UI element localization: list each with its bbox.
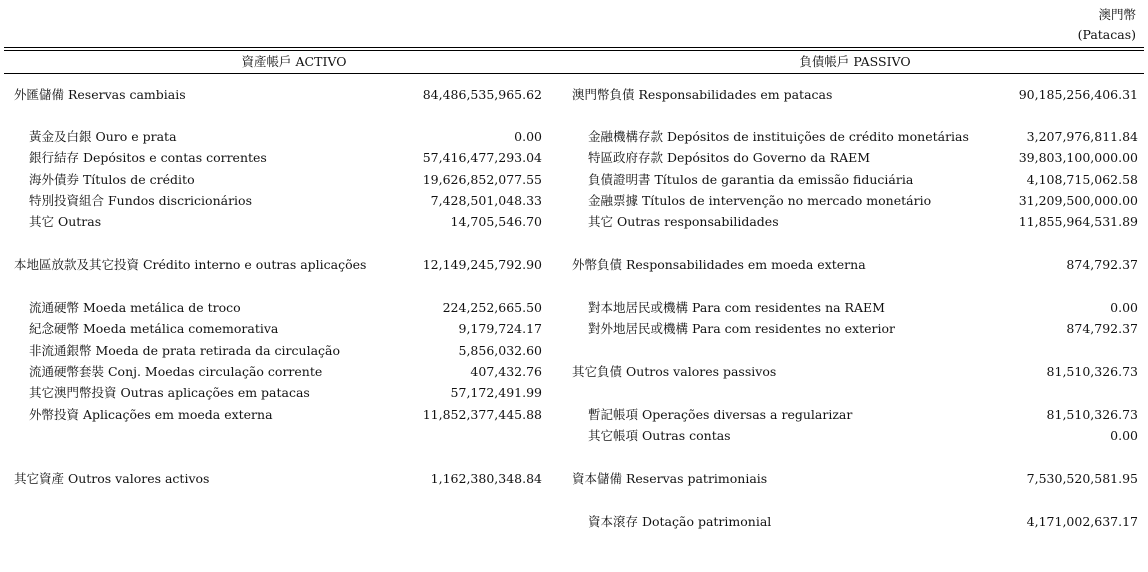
row-label: 資本儲備 Reservas patrimoniais bbox=[572, 471, 768, 486]
row-value: 874,792.37 bbox=[1066, 321, 1138, 336]
row-label: 海外債券 Títulos de crédito bbox=[29, 172, 195, 187]
currency-pt: (Patacas) bbox=[1077, 27, 1136, 42]
row-value: 12,149,245,792.90 bbox=[422, 257, 542, 272]
table-row bbox=[572, 257, 1138, 273]
table-row bbox=[588, 321, 1138, 337]
row-label: 對本地居民或機構 Para com residentes na RAEM bbox=[588, 300, 885, 315]
row-value: 11,852,377,445.88 bbox=[422, 407, 542, 422]
currency-zh: 澳門幣 bbox=[1098, 7, 1136, 22]
row-value: 0.00 bbox=[1110, 428, 1138, 443]
row-value: 84,486,535,965.62 bbox=[422, 87, 542, 102]
table-row bbox=[29, 129, 542, 145]
table-row bbox=[29, 364, 542, 380]
table-row bbox=[14, 87, 542, 103]
row-value: 31,209,500,000.00 bbox=[1018, 193, 1138, 208]
table-row bbox=[588, 129, 1138, 145]
row-value: 874,792.37 bbox=[1066, 257, 1138, 272]
table-row bbox=[588, 300, 1138, 316]
table-row bbox=[29, 300, 542, 316]
row-label: 金融票據 Títulos de intervenção no mercado monetário bbox=[588, 193, 932, 208]
row-label: 特區政府存款 Depósitos do Governo da RAEM bbox=[588, 150, 871, 165]
liabilities-header: 負債帳戶 PASSIVO bbox=[799, 54, 911, 69]
row-label: 其它負債 Outros valores passivos bbox=[572, 364, 777, 379]
row-value: 4,171,002,637.17 bbox=[1026, 514, 1138, 529]
row-label: 外幣負債 Responsabilidades em moeda externa bbox=[572, 257, 866, 272]
table-row bbox=[588, 193, 1138, 209]
row-label: 對外地居民或機構 Para com residentes no exterior bbox=[588, 321, 895, 336]
row-value: 57,172,491.99 bbox=[450, 385, 542, 400]
divider bbox=[4, 47, 1144, 48]
row-value: 81,510,326.73 bbox=[1046, 407, 1138, 422]
row-value: 11,855,964,531.89 bbox=[1018, 214, 1138, 229]
table-row bbox=[588, 150, 1138, 166]
row-label: 暫記帳項 Operações diversas a regularizar bbox=[588, 407, 853, 422]
row-label: 金融機構存款 Depósitos de instituições de crédito monetárias bbox=[588, 129, 969, 144]
row-value: 7,530,520,581.95 bbox=[1026, 471, 1138, 486]
row-label: 外幣投資 Aplicações em moeda externa bbox=[29, 407, 273, 422]
row-value: 3,207,976,811.84 bbox=[1026, 129, 1138, 144]
table-row bbox=[572, 87, 1138, 103]
table-row bbox=[572, 471, 1138, 487]
table-row bbox=[588, 514, 1138, 530]
table-row bbox=[588, 407, 1138, 423]
row-label: 其它澳門幣投資 Outras aplicações em patacas bbox=[29, 385, 310, 400]
table-row bbox=[572, 364, 1138, 380]
table-row bbox=[29, 343, 542, 359]
row-label: 其它帳項 Outras contas bbox=[588, 428, 731, 443]
row-value: 7,428,501,048.33 bbox=[430, 193, 542, 208]
table-row bbox=[29, 385, 542, 401]
divider bbox=[4, 73, 1144, 74]
table-row bbox=[29, 407, 542, 423]
row-value: 90,185,256,406.31 bbox=[1018, 87, 1138, 102]
table-row bbox=[14, 257, 542, 273]
row-value: 407,432.76 bbox=[470, 364, 542, 379]
row-label: 其它資產 Outros valores activos bbox=[14, 471, 210, 486]
row-label: 特別投資組合 Fundos discricionários bbox=[29, 193, 252, 208]
row-label: 紀念硬幣 Moeda metálica comemorativa bbox=[29, 321, 279, 336]
table-row bbox=[29, 214, 542, 230]
row-label: 本地區放款及其它投資 Crédito interno e outras aplicações bbox=[14, 257, 367, 272]
row-label: 外匯儲備 Reservas cambiais bbox=[14, 87, 186, 102]
row-label: 其它 Outras bbox=[29, 214, 102, 229]
row-value: 14,705,546.70 bbox=[450, 214, 542, 229]
row-label: 澳門幣負債 Responsabilidades em patacas bbox=[572, 87, 833, 102]
row-value: 19,626,852,077.55 bbox=[422, 172, 542, 187]
row-label: 流通硬幣套裝 Conj. Moedas circulação corrente bbox=[29, 364, 323, 379]
table-row bbox=[588, 214, 1138, 230]
table-row bbox=[14, 471, 542, 487]
table-row bbox=[29, 150, 542, 166]
row-value: 9,179,724.17 bbox=[458, 321, 542, 336]
table-row bbox=[29, 172, 542, 188]
row-label: 銀行結存 Depósitos e contas correntes bbox=[29, 150, 267, 165]
row-value: 57,416,477,293.04 bbox=[422, 150, 542, 165]
row-value: 5,856,032.60 bbox=[458, 343, 542, 358]
table-row bbox=[588, 172, 1138, 188]
row-value: 81,510,326.73 bbox=[1046, 364, 1138, 379]
divider bbox=[4, 50, 1144, 51]
row-value: 4,108,715,062.58 bbox=[1026, 172, 1138, 187]
table-row bbox=[29, 321, 542, 337]
table-row bbox=[29, 193, 542, 209]
row-label: 負債證明書 Títulos de garantia da emissão fiduciária bbox=[588, 172, 914, 187]
row-label: 非流通銀幣 Moeda de prata retirada da circulação bbox=[29, 343, 341, 358]
row-label: 流通硬幣 Moeda metálica de troco bbox=[29, 300, 241, 315]
row-label: 其它 Outras responsabilidades bbox=[588, 214, 779, 229]
assets-header: 資產帳戶 ACTIVO bbox=[241, 54, 347, 69]
row-value: 0.00 bbox=[1110, 300, 1138, 315]
row-value: 1,162,380,348.84 bbox=[430, 471, 542, 486]
table-row bbox=[588, 428, 1138, 444]
row-value: 0.00 bbox=[514, 129, 542, 144]
row-value: 39,803,100,000.00 bbox=[1018, 150, 1138, 165]
row-value: 224,252,665.50 bbox=[442, 300, 542, 315]
row-label: 黃金及白銀 Ouro e prata bbox=[29, 129, 177, 144]
row-label: 資本滾存 Dotação patrimonial bbox=[588, 514, 772, 529]
